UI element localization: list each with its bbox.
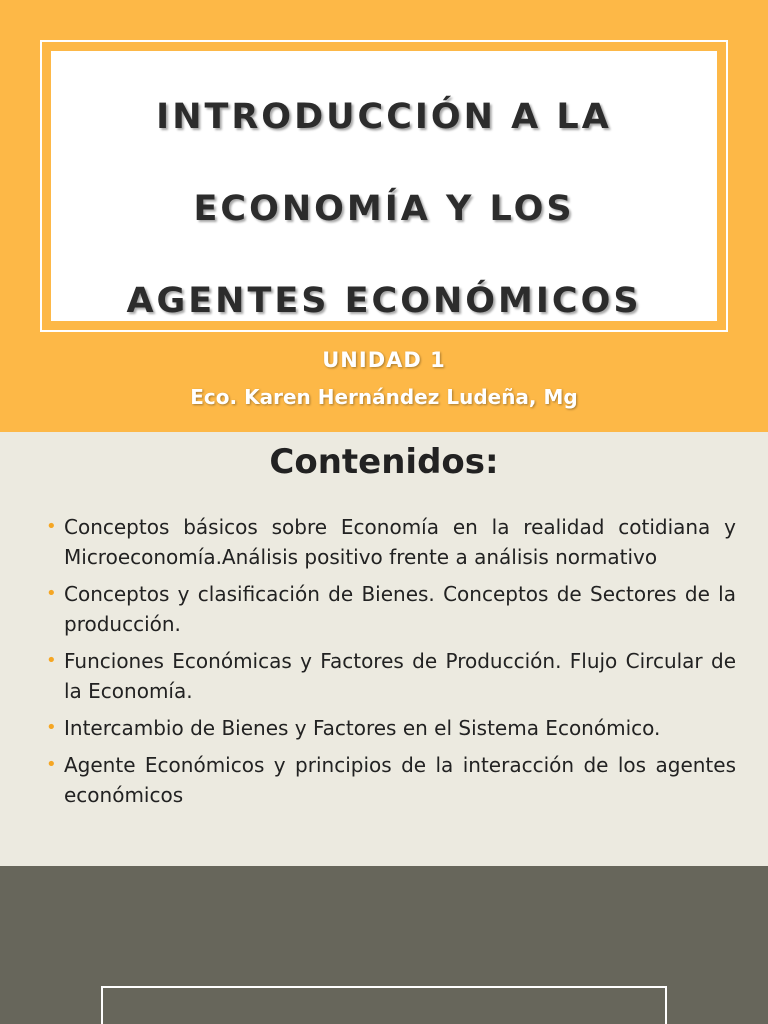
- bullet-icon: •: [46, 516, 57, 537]
- author-label: Eco. Karen Hernández Ludeña, Mg: [190, 385, 578, 409]
- next-slide-preview: [0, 866, 768, 1024]
- contents-list: [46, 512, 736, 817]
- title-box: [51, 51, 717, 321]
- title-line-1: INTRODUCCIÓN A LA: [156, 97, 612, 137]
- list-item: [46, 512, 736, 572]
- contents-slide: [0, 432, 768, 866]
- list-item: [46, 579, 736, 639]
- unit-label: UNIDAD 1: [322, 348, 446, 372]
- list-item-text: Conceptos básicos sobre Economía en la realidad cotidiana y Microeconomía.Análisis positivo frente a análisis normativo: [64, 515, 736, 569]
- list-item: [46, 646, 736, 706]
- list-item-text: Agente Económicos y principios de la interacción de los agentes económicos: [64, 753, 736, 807]
- slide-title: [126, 48, 641, 324]
- bullet-icon: •: [46, 717, 57, 738]
- contents-heading: Contenidos:: [269, 442, 499, 482]
- list-item-text: Conceptos y clasificación de Bienes. Conceptos de Sectores de la producción.: [64, 582, 736, 636]
- title-slide: [0, 0, 768, 432]
- list-item: [46, 713, 736, 743]
- title-line-3: AGENTES ECONÓMICOS: [126, 281, 642, 321]
- bullet-icon: •: [46, 754, 57, 775]
- bullet-icon: •: [46, 583, 57, 604]
- next-slide-title-frame: [101, 986, 667, 1024]
- title-line-2: ECONOMÍA Y LOS: [193, 189, 575, 229]
- list-item: [46, 750, 736, 810]
- list-item-text: Intercambio de Bienes y Factores en el Sistema Económico.: [64, 716, 661, 740]
- list-item-text: Funciones Económicas y Factores de Producción. Flujo Circular de la Economía.: [64, 649, 736, 703]
- bullet-icon: •: [46, 650, 57, 671]
